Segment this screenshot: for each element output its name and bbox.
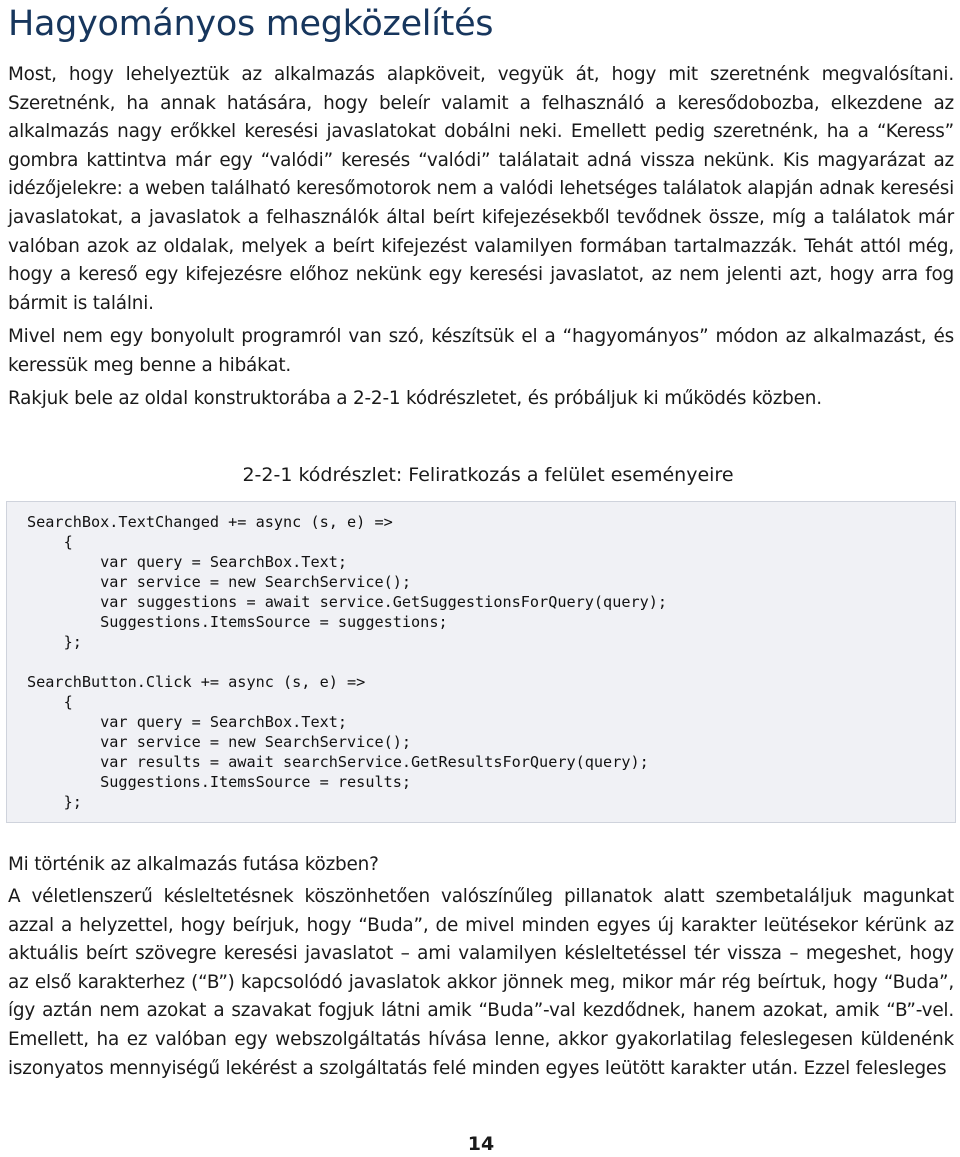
intro-paragraph: Most, hogy lehelyeztük az alkalmazás alapköveit, vegyük át, hogy mit szeretnénk megvalósítani. Szeretnénk, ha annak hatására, hogy beleír valamit a felhasználó a keresődobozba, elkezdene az alkalmazás nagy erőkkel keresési javaslatokat dobálni neki. Emellett pedig szeretnénk, ha a “Keress” gombra kattintva már egy “valódi” keresés “valódi” találatait adná vissza nekünk. Kis magyarázat az idézőjelekre: a weben található keresőmotorok nem a valódi lehetséges találatok alapján adnak keresési javaslatokat, a javaslatok a felhasználók által beírt kifejezésekből tevődnek össze, míg a találatok már valóban azok az oldalak, melyek a beírt kifejezést valamilyen formában tartalmazzák. Tehát attól még, hogy a kereső egy kifejezésre előhoz nekünk egy keresési javaslatot, az nem jelenti azt, hogy arra fog bármit is találni. <box>8 64 954 314</box>
answer-paragraph: A véletlenszerű késleltetésnek köszönhetően valószínűleg pillanatok alatt szembetaláljuk magunkat azzal a helyzettel, hogy beírjuk, hogy “Buda”, de mivel minden egyes új karakter leütésekor kérünk az aktuális beírt szövegre keresési javaslatot – ami valamilyen késleltetéssel tér vissza – megeshet, hogy az első karakterhez (“B”) kapcsolódó javaslatok akkor jönnek meg, mikor már rég beírtuk, hogy “Buda”, így aztán nem azokat a szavakat fogjuk látni amik “Buda”-val kezdődnek, hanem azokat, amik “B”-vel. Emellett, ha ez valóban egy webszolgáltatás hívása lenne, akkor gyakorlatilag feleslegesen küldenénk iszonyatos mennyiségű lekérést a szolgáltatás felé minden egyes leütött karakter után. Ezzel felesleges <box>8 886 954 1079</box>
code-caption: 2-2-1 kódrészlet: Feliratkozás a felület eseményeire <box>242 464 734 486</box>
section-heading: Hagyományos megközelítés <box>8 4 494 44</box>
instruction-paragraph: Rakjuk bele az oldal konstruktorába a 2-2-1 kódrészletet, és próbáljuk ki működés közben. <box>8 388 822 409</box>
code-block <box>6 501 956 823</box>
code-listing: SearchBox.TextChanged += async (s, e) => { var query = SearchBox.Text; var service = new SearchService(); var suggestions = await service.GetSuggestionsForQuery(query); Suggestions.ItemsSource = suggestions; }; SearchButton.Click += async (s, e) => { var query = SearchBox.Text; var service = new SearchService(); var results = await searchService.GetResultsForQuery(query); Suggestions.ItemsSource = results; }; <box>27 513 668 811</box>
page-number: 14 <box>467 1133 495 1155</box>
approach-paragraph: Mivel nem egy bonyolult programról van szó, készítsük el a “hagyományos” módon az alkalmazást, és keressük meg benne a hibákat. <box>8 326 954 376</box>
question-paragraph: Mi történik az alkalmazás futása közben? <box>8 854 379 875</box>
